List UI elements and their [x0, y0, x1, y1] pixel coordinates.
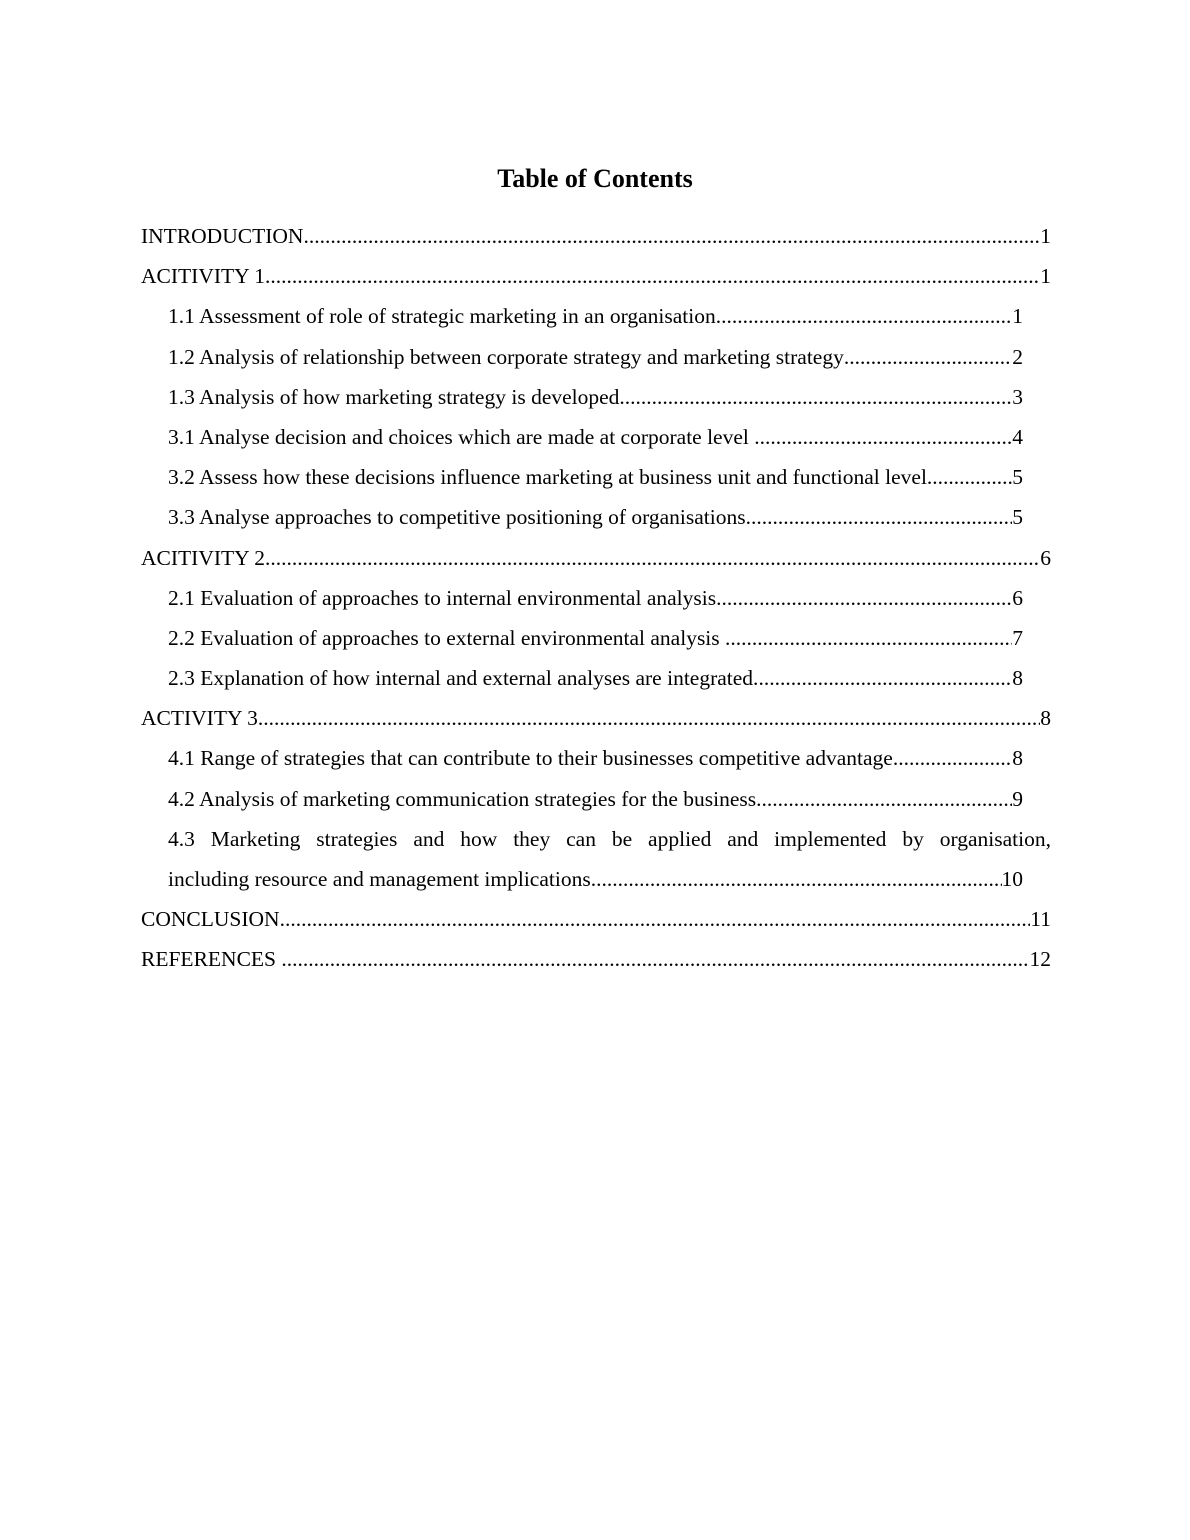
toc-page-number: 5: [1012, 505, 1023, 530]
toc-leader-dots: [893, 738, 1012, 778]
toc-entry-4-1[interactable]: [168, 738, 1023, 778]
toc-entry-text: 3.1 Analyse decision and choices which are made at corporate level: [168, 424, 755, 449]
toc-leader-dots: [721, 296, 1012, 336]
toc-leader-dots: [758, 658, 1012, 698]
toc-leader-dots: [258, 698, 1040, 738]
toc-entry-text: 4.1 Range of strategies that can contribute to their businesses competitive advantage: [168, 746, 893, 771]
toc-entry-text: 3.2 Assess how these decisions influence marketing at business unit and functional level: [168, 465, 927, 490]
toc-entry-2-3[interactable]: [168, 658, 1023, 698]
toc-entry-conclusion[interactable]: [141, 899, 1051, 939]
toc-leader-dots: [927, 457, 1012, 497]
toc-page-number: 7: [1012, 625, 1023, 650]
toc-leader-dots: [265, 256, 1040, 296]
toc-entry-4-3[interactable]: [168, 819, 1051, 899]
toc-page-number: 3: [1012, 384, 1023, 409]
toc-page-number: 1: [1040, 224, 1051, 248]
toc-leader-dots: [625, 377, 1012, 417]
toc-entry-text: 3.3 Analyse approaches to competitive positioning of organisations.: [168, 505, 751, 530]
toc-page-number: 8: [1040, 706, 1051, 731]
toc-entry-introduction[interactable]: [141, 216, 1051, 256]
toc-entry-text: CONCLUSION: [141, 907, 280, 932]
toc-entry-text: ACITIVITY 1: [141, 264, 265, 289]
toc-page-number: 4: [1012, 424, 1023, 449]
toc-leader-dots: [721, 578, 1012, 618]
toc-page-number: 8: [1012, 666, 1023, 691]
toc-leader-dots: [725, 618, 1012, 658]
toc-entry-line-2: [168, 859, 1023, 899]
toc-leader-dots: [303, 216, 1040, 256]
table-of-contents: [141, 216, 1051, 980]
toc-page-number: 11: [1030, 907, 1051, 932]
toc-entry-activity-1[interactable]: [141, 256, 1051, 296]
toc-entry-2-1[interactable]: [168, 578, 1023, 618]
toc-entry-text: 1.2 Analysis of relationship between corporate strategy and marketing strategy: [168, 344, 844, 369]
toc-leader-dots: [265, 538, 1040, 578]
toc-page-number: 1: [1040, 264, 1051, 289]
page-title: Table of Contents: [497, 164, 693, 193]
toc-page-number: 5: [1012, 465, 1023, 490]
toc-page-number: 8: [1012, 746, 1023, 771]
toc-entry-4-2[interactable]: [168, 779, 1023, 819]
toc-entry-text: 2.1 Evaluation of approaches to internal environmental analysis.: [168, 585, 722, 610]
toc-leader-dots: [280, 899, 1031, 939]
toc-entry-text: 4.2 Analysis of marketing communication strategies for the business.: [168, 786, 762, 811]
toc-page-number: 6: [1040, 545, 1051, 570]
toc-entry-text: 1.1 Assessment of role of strategic marketing in an organisation.: [168, 304, 722, 329]
toc-leader-dots: [754, 417, 1012, 457]
toc-leader-dots: [844, 337, 1012, 377]
toc-entry-text: 2.2 Evaluation of approaches to external environmental analysis: [168, 625, 726, 650]
toc-entry-2-2[interactable]: [168, 618, 1023, 658]
toc-page-number: 9: [1012, 786, 1023, 811]
toc-page-number: 12: [1029, 947, 1051, 972]
toc-page-number: 10: [1001, 867, 1023, 891]
toc-leader-dots: [762, 779, 1013, 819]
toc-entry-1-2[interactable]: [168, 337, 1023, 377]
toc-entry-text: INTRODUCTION: [141, 224, 304, 248]
toc-page-number: 6: [1012, 585, 1023, 610]
toc-page-number: 2: [1012, 344, 1023, 369]
toc-entry-activity-2[interactable]: [141, 538, 1051, 578]
toc-entry-3-1[interactable]: [168, 417, 1023, 457]
toc-entry-text: 2.3 Explanation of how internal and external analyses are integrated.: [168, 666, 759, 691]
toc-entry-references[interactable]: [141, 939, 1051, 979]
toc-entry-text: ACITIVITY 2: [141, 545, 265, 570]
toc-leader-dots: [281, 939, 1029, 979]
toc-leader-dots: [596, 859, 1001, 899]
toc-entry-1-1[interactable]: [168, 296, 1023, 336]
toc-entry-3-2[interactable]: [168, 457, 1023, 497]
toc-entry-text-line-2: including resource and management implications.: [168, 867, 597, 891]
toc-entry-3-3[interactable]: [168, 497, 1023, 537]
toc-page-number: 1: [1012, 304, 1023, 329]
toc-entry-text: 1.3 Analysis of how marketing strategy is developed.: [168, 384, 625, 409]
toc-entry-1-3[interactable]: [168, 377, 1023, 417]
toc-entry-text: REFERENCES: [141, 947, 282, 972]
toc-entry-activity-3[interactable]: [141, 698, 1051, 738]
toc-leader-dots: [751, 497, 1012, 537]
toc-entry-text: ACTIVITY 3: [141, 706, 258, 731]
toc-entry-text-line-1: 4.3 Marketing strategies and how they can be applied and implemented by organisation,: [168, 826, 1051, 851]
